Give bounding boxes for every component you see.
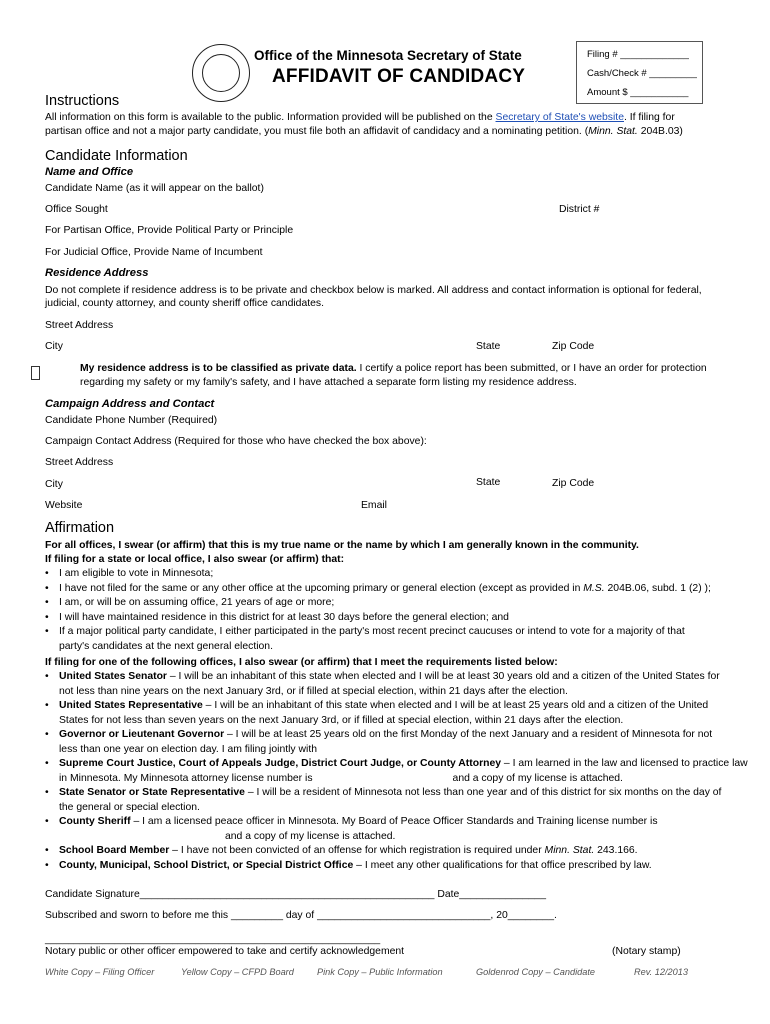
- sworn-line[interactable]: Subscribed and sworn to before me this _________ day of ______________________________, 20________.: [45, 910, 557, 921]
- form-title: AFFIDAVIT OF CANDIDACY: [272, 66, 526, 87]
- campaign-state-field[interactable]: State: [476, 477, 501, 488]
- list-item: • Supreme Court Justice, Court of Appeals Judge, District Court Judge, or County Attorney – I am learned in the law and licensed to practice law in Minnesota. My Minnesota attorney license number is and a copy of my license is attached.: [45, 757, 750, 786]
- list-item: • Governor or Lieutenant Governor – I will be at least 25 years old on the first Monday of the next January and a resident of Minnesota for not less than one year on election day. I am filing jointly with: [45, 728, 750, 757]
- sos-website-link[interactable]: Secretary of State's website: [495, 112, 624, 123]
- campaign-street-field[interactable]: Street Address: [45, 457, 114, 468]
- list-item: • I will have maintained residence in this district for at least 30 days before the general election; and: [45, 611, 745, 626]
- office-name: Office of the Minnesota Secretary of State: [254, 48, 522, 63]
- candidate-signature-line[interactable]: Candidate Signature___________________________________________________ Date_______________: [45, 889, 546, 900]
- campaign-heading: Campaign Address and Contact: [45, 398, 215, 410]
- footer-white-copy: White Copy – Filing Officer: [45, 967, 155, 977]
- instructions-line-2: partisan office and not a major party candidate, you must file both an affidavit of candidacy and a nominating petition. (Minn. Stat. 204B.03): [45, 126, 683, 137]
- residence-note-1: Do not complete if residence address is to be private and checkbox below is marked. All address and contact information is optional for federal,: [45, 285, 702, 296]
- footer-revision: Rev. 12/2013: [634, 967, 688, 977]
- list-item: • I am eligible to vote in Minnesota;: [45, 567, 745, 582]
- campaign-address-label: Campaign Contact Address (Required for those who have checked the box above):: [45, 436, 427, 447]
- filing-number: Filing # _____________: [587, 49, 689, 60]
- list-item: • United States Senator – I will be an inhabitant of this state when elected and I will be at least 30 years old and a citizen of the United States for not less than nine years on the next January 3rd, or if filled at special election, within 21 days after the election.: [45, 670, 750, 699]
- residence-heading: Residence Address: [45, 267, 149, 279]
- incumbent-field[interactable]: For Judicial Office, Provide Name of Incumbent: [45, 247, 263, 258]
- private-data-statement-2: regarding my safety or my family's safety, and I have attached a separate form listing my residence address.: [80, 377, 577, 388]
- list-item: • County, Municipal, School District, or Special District Office – I meet any other qualifications for that office prescribed by law.: [45, 859, 750, 874]
- all-offices-oath: For all offices, I swear (or affirm) that this is my true name or the name by which I am generally known in the community.: [45, 540, 639, 551]
- private-data-statement: My residence address is to be classified as private data. I certify a police report has been submitted, or I have an order for protection: [80, 363, 707, 374]
- instructions-heading: Instructions: [45, 93, 120, 109]
- office-use-box: [576, 41, 703, 104]
- party-field[interactable]: For Partisan Office, Provide Political Party or Principle: [45, 225, 294, 236]
- candidate-info-heading: Candidate Information: [45, 148, 188, 164]
- instructions-line-1: All information on this form is available to the public. Information provided will be published on the Secretary of State's website. If filing for: [45, 112, 675, 123]
- state-seal: [192, 44, 250, 102]
- residence-note-2: judicial, county attorney, and county sheriff office candidates.: [45, 298, 324, 309]
- office-sought-field[interactable]: Office Sought: [45, 204, 108, 215]
- office-requirements-list: [45, 670, 750, 873]
- footer-pink-copy: Pink Copy – Public Information: [317, 967, 443, 977]
- private-data-checkbox[interactable]: [31, 366, 40, 380]
- list-item: • County Sheriff – I am a licensed peace officer in Minnesota. My Board of Peace Officer Standards and Training license number is and a copy of my license is attached.: [45, 815, 750, 844]
- amount: Amount $ ___________: [587, 87, 689, 98]
- list-item: • State Senator or State Representative – I will be a resident of Minnesota not less than one year and of this district for six months on the day of the general or special election.: [45, 786, 750, 815]
- name-office-heading: Name and Office: [45, 166, 134, 178]
- footer-goldenrod-copy: Goldenrod Copy – Candidate: [476, 967, 596, 977]
- campaign-city-field[interactable]: City: [45, 479, 63, 490]
- residence-street-field[interactable]: Street Address: [45, 320, 114, 331]
- general-requirements-list: [45, 567, 745, 654]
- residence-state-field[interactable]: State: [476, 341, 501, 352]
- phone-field[interactable]: Candidate Phone Number (Required): [45, 415, 218, 426]
- state-local-oath: If filing for a state or local office, I also swear (or affirm) that:: [45, 554, 345, 565]
- cash-check-number: Cash/Check # _________: [587, 68, 697, 79]
- notary-signature-line[interactable]: __________________________________________________________: [45, 934, 381, 945]
- list-item: • I have not filed for the same or any other office at the upcoming primary or general election (except as provided in M.S. 204B.06, subd. 1 (2) );: [45, 582, 745, 597]
- residence-zip-field[interactable]: Zip Code: [552, 341, 595, 352]
- list-item: • School Board Member – I have not been convicted of an offense for which registration is required under Minn. Stat. 243.166.: [45, 844, 750, 859]
- list-item: • I am, or will be on assuming office, 21 years of age or more;: [45, 596, 745, 611]
- notary-stamp-label: (Notary stamp): [612, 946, 681, 957]
- list-item: • United States Representative – I will be an inhabitant of this state when elected and I will be at least 25 years old and a citizen of the United States for not less than seven years on the next January 3rd, or if filled at special election, within 21 days after the election.: [45, 699, 750, 728]
- district-field[interactable]: District #: [559, 204, 600, 215]
- campaign-zip-field[interactable]: Zip Code: [552, 478, 595, 489]
- residence-city-field[interactable]: City: [45, 341, 63, 352]
- candidate-name-field[interactable]: Candidate Name (as it will appear on the ballot): [45, 183, 264, 194]
- list-item: • If a major political party candidate, I either participated in the party's most recent precinct caucuses or intend to vote for a majority of that party's candidates at the next general election.: [45, 625, 745, 654]
- specific-offices-oath: If filing for one of the following offices, I also swear (or affirm) that I meet the requirements listed below:: [45, 657, 558, 668]
- affirmation-heading: Affirmation: [45, 520, 115, 536]
- footer-yellow-copy: Yellow Copy – CFPD Board: [181, 967, 294, 977]
- website-field[interactable]: Website: [45, 500, 83, 511]
- email-field[interactable]: Email: [361, 500, 387, 511]
- notary-label: Notary public or other officer empowered to take and certify acknowledgement: [45, 946, 405, 957]
